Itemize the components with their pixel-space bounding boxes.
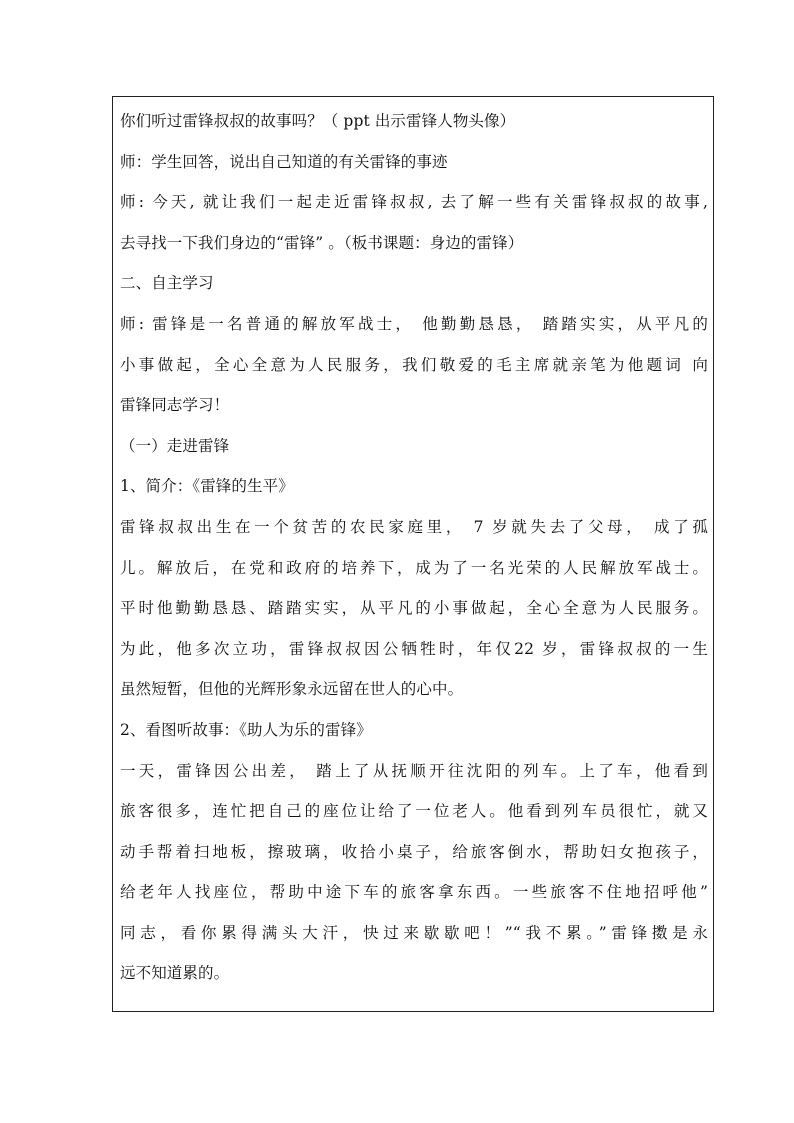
text-line: 同志，看你累得满头大汗，快过来歇歇吧！”“我不累。”雷锋擞是永 <box>120 923 708 942</box>
text-line: 一天，雷锋因公出差， 踏上了从抚顺开往沈阳的列车。上了车，他看到 <box>120 761 708 780</box>
text-line: 去寻找一下我们身边的“雷锋” 。（板书课题：身边的雷锋） <box>120 233 524 252</box>
text-line: 给老年人找座位，帮助中途下车的旅客拿东西。一些旅客不住地招呼他” <box>120 883 708 902</box>
text-line: 雷锋叔叔出生在一个贫苦的农民家庭里， 7 岁就失去了父母， 成了孤 <box>120 517 708 536</box>
text-line: 师: 今天, 就让我们一起走近雷锋叔叔, 去了解一些有关雷锋叔叔的故事, <box>120 193 708 212</box>
text-line: 儿。解放后，在党和政府的培养下，成为了一名光荣的人民解放军战士。 <box>120 558 708 577</box>
subsection-heading: 2、看图听故事：《助人为乐的雷锋》 <box>120 720 372 739</box>
text-line: 雷锋同志学习！ <box>120 396 230 415</box>
text-line: 小事做起，全心全意为人民服务，我们敬爱的毛主席就亲笔为他题词 向 <box>120 355 708 374</box>
text-line: 动手帮着扫地板，擦玻璃，收拾小桌子，给旅客倒水，帮助妇女抱孩子， <box>120 842 708 861</box>
text-line: 旅客很多，连忙把自己的座位让给了一位老人。他看到列车员很忙，就又 <box>120 802 708 821</box>
subsection-heading: 1、简介：《雷锋的生平》 <box>120 477 294 496</box>
text-line: 你们听过雷锋叔叔的故事吗？（ ppt 出示雷锋人物头像） <box>120 112 516 130</box>
document-table-cell <box>112 96 714 1012</box>
text-line: 师: 雷锋是一名普通的解放军战士， 他勤勤恳恳， 踏踏实实，从平凡的 <box>120 314 708 333</box>
text-line: 平时他勤勤恳恳、踏踏实实，从平凡的小事做起，全心全意为人民服务。 <box>120 599 708 618</box>
text-line: 为此，他多次立功，雷锋叔叔因公牺牲时，年仅22 岁，雷锋叔叔的一生 <box>120 639 708 658</box>
lesson-text <box>120 101 708 994</box>
text-line: 远不知道累的。 <box>120 964 230 983</box>
text-line: 虽然短暂，但他的光辉形象永远留在世人的心中。 <box>120 680 464 699</box>
subsection-heading: （一）走进雷锋 <box>120 436 230 455</box>
section-heading: 二、自主学习 <box>120 274 214 293</box>
text-line: 师：学生回答，说出自己知道的有关雷锋的事迹 <box>120 152 448 171</box>
